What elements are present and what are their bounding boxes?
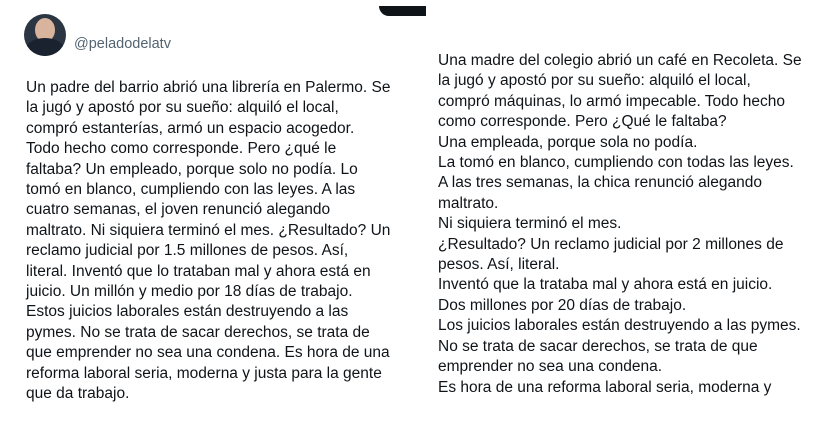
post-line: Una madre del colegio abrió un café en Recoleta. Se (438, 52, 802, 69)
post-line: Ni siquiera terminó el mes. (438, 215, 622, 233)
post-line: como corresponde. Pero ¿Qué le faltaba? (438, 113, 727, 131)
tweet-author-header (24, 0, 414, 50)
author-avatar[interactable] (24, 14, 66, 56)
post-line: Los juicios laborales están destruyendo a las pymes. (438, 317, 801, 335)
tweet-line: que emprender no sea una condena. Es hora de una (26, 344, 390, 362)
follow-button[interactable] (379, 6, 426, 16)
author-handle[interactable]: @peladodelatv (74, 36, 171, 52)
tweet-line: juicio. Un millón y medio por 18 días de trabajo. (26, 283, 353, 301)
post-line: A las tres semanas, la chica renunció alegando (438, 174, 762, 192)
tweet-line: Todo hecho como corresponde. Pero ¿qué le (26, 140, 337, 158)
post-line: pesos. Así, literal. (438, 256, 560, 274)
tweet-line: literal. Inventó que lo trataban mal y ahora está en (26, 262, 371, 280)
post-line: No se trata de sacar derechos, se trata de que (438, 337, 758, 355)
post-line: ¿Resultado? Un reclamo judicial por 2 millones de (438, 235, 784, 253)
post-line: Es hora de una reforma laboral seria, moderna y (438, 378, 772, 396)
post-line: compró máquinas, lo armó impecable. Todo hecho (438, 92, 785, 110)
post-line: maltrato. (438, 194, 499, 212)
post-line: Una empleada, porque sola no podía. (438, 133, 698, 151)
tweet-line: maltrato. Ni siquiera terminó el mes. ¿Resultado? Un (26, 221, 391, 239)
tweet-line: Un padre del barrio abrió una librería en Palermo. Se (26, 79, 391, 96)
post-line: Dos millones por 20 días de trabajo. (438, 296, 687, 314)
right-text-screenshot (426, 0, 840, 440)
tweet-line: tomó en blanco, cumpliendo con las leyes. A las (26, 181, 356, 199)
tweet-line: reforma laboral seria, moderna y justa para la gente (26, 364, 382, 382)
tweet-line: cuatro semanas, el joven renunció alegando (26, 201, 331, 219)
post-line: Inventó que la trataba mal y ahora está en juicio. (438, 276, 773, 294)
tweet-line: pymes. No se trata de sacar derechos, se trata de (26, 323, 370, 341)
post-line: La tomó en blanco, cumpliendo con todas las leyes. (438, 154, 794, 172)
tweet-line: que da trabajo. (26, 385, 130, 403)
tweet-line: Estos juicios laborales están destruyendo a las (26, 303, 349, 321)
tweet-line: faltaba? Un empleado, porque solo no podía. Lo (26, 160, 358, 178)
tweet-line: compró estanterías, armó un espacio acogedor. (26, 119, 355, 137)
avatar-suit (26, 38, 64, 56)
tweet-body (26, 78, 422, 405)
tweet-line: reclamo judicial por 1.5 millones de pesos. Así, (26, 242, 349, 260)
post-line: la jugó y apostó por su sueño: alquiló el local, (438, 72, 751, 90)
tweet-line: la jugó y apostó por su sueño: alquiló el local, (26, 99, 339, 117)
post-body (438, 51, 836, 398)
post-line: emprender no sea una condena. (438, 358, 663, 376)
